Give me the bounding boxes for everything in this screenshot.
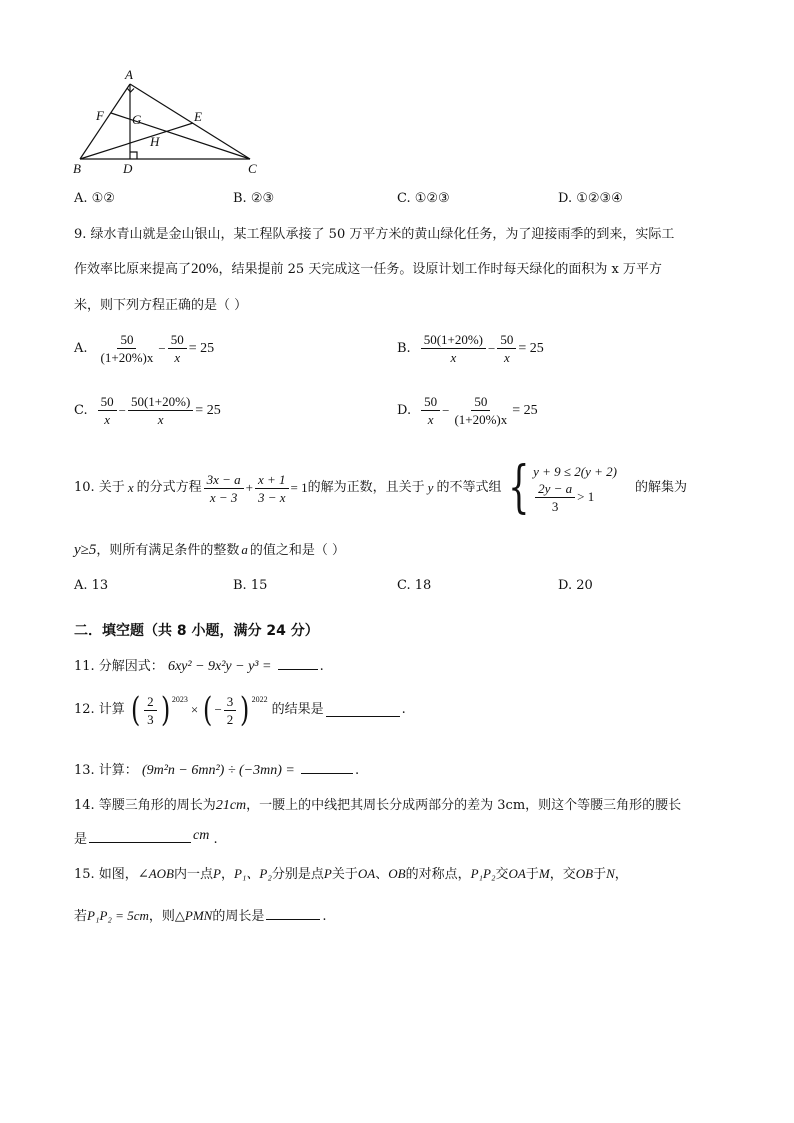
section-2-title: 二．填空题（共 8 小题，满分 24 分） [74, 623, 319, 639]
q12-f2d: 2 [226, 711, 234, 727]
q12-f2n: 3 [224, 694, 237, 711]
q10-line-1 [74, 456, 687, 520]
label-d: D [123, 161, 133, 176]
q14-line-2 [74, 827, 218, 849]
q12-times: × [190, 702, 199, 717]
q12-f1n: 2 [144, 694, 157, 711]
q10-line2-text: ，则所有满足条件的整数 [96, 543, 240, 558]
q10-line-2 [74, 541, 345, 560]
label-c: C [248, 161, 257, 176]
q13-answer-blank[interactable] [301, 760, 353, 774]
q10-option-d: D. 20 [558, 578, 593, 593]
q9-a-n2: 50 [168, 332, 187, 349]
q9-d-op: − [442, 402, 450, 418]
q9-option-a [74, 332, 214, 365]
q9-d-frac-2 [451, 394, 510, 427]
segment-ac [130, 84, 250, 159]
q15-ob: OB [388, 866, 406, 881]
q11-pre: 11. 分解因式： [74, 659, 164, 674]
q9-d-d2: (1+20%)x [454, 412, 508, 427]
q9-b-rhs: = 25 [518, 340, 544, 356]
q15-line1-g: 于 [525, 867, 539, 882]
q14-line1-a: 14. 等腰三角形的周长为 [74, 798, 216, 813]
q10-sys-2 [533, 481, 617, 514]
q10-pre: 10. 关于 [74, 480, 125, 495]
q9-a-label: A. [74, 340, 88, 356]
q10-mid-1: 的分式方程 [136, 480, 202, 495]
q10-sys2n: 2y − a [535, 481, 575, 498]
q15-line1-a: 15. 如图， [74, 867, 138, 882]
q8-option-a: A. ①② [74, 191, 115, 206]
q15-point-m: M [538, 866, 550, 881]
q15-oa-2: OA [508, 866, 526, 881]
q10-option-b: B. 15 [233, 578, 268, 593]
q12-post: 的结果是 [271, 702, 324, 717]
q10-sys2d: 3 [551, 498, 559, 514]
q13-pre: 13. 计算： [74, 763, 138, 778]
q13-end: . [355, 763, 360, 778]
q14-line1-b: ，一腰上的中线把其周长分成两部分的差为 3cm，则这个等腰三角形的腰长 [246, 798, 682, 813]
q11-expr: 6xy² − 9x²y − y³ = [167, 659, 272, 674]
q9-b-label: B. [397, 340, 411, 356]
q9-d-frac-1 [421, 394, 440, 427]
q15-line-2 [74, 906, 327, 926]
q8-option-b: B. ②③ [233, 191, 275, 206]
q15-point-n: N [606, 866, 615, 881]
q14-answer-blank[interactable] [89, 829, 191, 843]
q9-a-d1: (1+20%)x [100, 350, 154, 365]
q12-paren-close-2: ) [240, 690, 250, 730]
q14-unit: cm [193, 828, 210, 843]
q15-line1-j: ， [614, 867, 628, 882]
q15-answer-blank[interactable] [266, 906, 320, 920]
q9-c-n1: 50 [98, 394, 117, 411]
q15-line1-c: 分别是点 [271, 867, 324, 882]
q15-line2-c: 的周长是 [212, 909, 265, 924]
q15-line1-f: 交 [495, 867, 509, 882]
q9-line-1: 9. 绿水青山就是金山银山，某工程队承接了 50 万平方米的黄山绿化任务，为了迎接雨季的到来，实际工 [74, 227, 675, 242]
q9-a-n1: 50 [117, 332, 136, 349]
q8-option-c: C. ①②③ [397, 191, 450, 206]
q14-perimeter: 21cm [215, 798, 247, 813]
q10-f1d: x − 3 [209, 489, 238, 505]
q9-a-op: − [158, 340, 166, 356]
q15-oa: OA [357, 866, 376, 881]
q9-option-b [397, 332, 544, 365]
q9-percent: 20% [191, 261, 219, 277]
q9-c-label: C. [74, 402, 88, 418]
q9-c-d1: x [104, 412, 111, 427]
q9-d-d1: x [427, 412, 434, 427]
label-f: F [96, 108, 104, 123]
q9-option-c [74, 394, 221, 427]
q10-post: 的解集为 [634, 480, 687, 495]
label-h: H [150, 134, 160, 149]
q9-line-2 [74, 260, 662, 279]
q10-sys-1: y + 9 ≤ 2(y + 2) [533, 463, 617, 479]
q9-a-frac-1 [98, 332, 157, 365]
q9-a-rhs: = 25 [188, 340, 215, 356]
q10-var-y: y [427, 480, 434, 495]
q14-end: . [213, 832, 218, 847]
q14-line-1 [74, 797, 681, 815]
q10-line2-math: y≥5 [74, 542, 97, 558]
q15-angle: ∠AOB [137, 866, 174, 881]
q9-c-rhs: = 25 [195, 402, 221, 418]
label-a: A [125, 67, 133, 82]
q10-var-x: x [127, 480, 134, 495]
q9-b-n1: 50(1+20%) [421, 332, 486, 349]
q15-line2-b: ，则 [148, 909, 175, 924]
q13 [74, 760, 359, 780]
q15-p1-p2: P₁、P₂ [233, 866, 272, 881]
q15-point-p-2: P [323, 866, 332, 881]
q12-exp-2: 2022 [251, 695, 268, 704]
q12-pre: 12. 计算 [74, 702, 125, 717]
q15-line1-h: ，交 [549, 867, 576, 882]
q9-c-n2: 50(1+20%) [128, 394, 193, 411]
q8-option-d: D. ①②③④ [558, 191, 623, 206]
q10-option-c: C. 18 [397, 578, 432, 593]
q10-plus: + [245, 480, 253, 495]
right-angle-mark-d [130, 152, 137, 159]
q10-brace: { [508, 455, 530, 520]
q9-b-op: − [488, 340, 496, 356]
q10-frac-2 [255, 472, 289, 505]
triangle-figure [70, 66, 270, 180]
q10-sys2r: > 1 [577, 489, 595, 504]
q9-c-frac-1 [98, 394, 117, 427]
q12-paren-open-2: ( [203, 690, 213, 730]
q9-option-d [397, 394, 538, 427]
q15-line1-e: 的对称点， [405, 867, 471, 882]
q9-d-n1: 50 [421, 394, 440, 411]
q9-d-n2: 50 [471, 394, 490, 411]
q12-paren-open-1: ( [130, 690, 141, 730]
q10-eq: = 1 [290, 480, 308, 495]
q9-line2-b: ，结果提前 25 天完成这一任务。设原计划工作时每天绿化的面积为 x 万平方 [218, 262, 662, 277]
q10-mid-2: 的解为正数，且关于 [307, 480, 425, 495]
q9-a-d2: x [174, 350, 181, 365]
q10-option-a: A. 13 [74, 578, 109, 593]
q13-expr: (9m²n − 6mn²) ÷ (−3mn) = [141, 763, 295, 778]
q15-dun: 、 [375, 867, 389, 882]
q10-var-a: a [241, 542, 248, 557]
q12-f1d: 3 [147, 711, 154, 727]
q12-exp-1: 2023 [171, 695, 188, 704]
q15-ob-2: OB [575, 866, 594, 881]
q10-f2n: x + 1 [255, 472, 289, 489]
q9-b-frac-2 [497, 332, 516, 365]
q15-line-1 [74, 865, 628, 884]
q12-frac-2 [224, 694, 237, 727]
q11 [74, 656, 324, 676]
q9-c-op: − [118, 402, 126, 418]
q9-b-frac-1 [421, 332, 486, 365]
q9-b-n2: 50 [497, 332, 516, 349]
q15-point-p: P [213, 866, 221, 881]
q12-frac-1 [144, 694, 157, 727]
q9-c-frac-2 [128, 394, 193, 427]
q9-b-d1: x [450, 350, 457, 365]
q9-d-label: D. [397, 402, 412, 418]
q15-p1p2: P₁P₂ [470, 866, 496, 881]
q10-f1n: 3x − a [204, 472, 244, 489]
q12-paren-close-1: ) [160, 690, 170, 730]
q9-b-d2: x [503, 350, 510, 365]
q15-line1-i: 于 [593, 867, 607, 882]
q15-line2-a: 若 [74, 909, 88, 924]
q9-a-frac-2 [168, 332, 187, 365]
q12-end: . [401, 702, 406, 717]
q12-answer-blank[interactable] [326, 703, 400, 717]
q11-end: . [319, 659, 324, 674]
q10-system [533, 463, 617, 514]
q15-sep: ， [220, 867, 234, 882]
q10-f2d: 3 − x [258, 489, 286, 505]
q15-line1-d: 关于 [331, 867, 358, 882]
q12 [74, 690, 406, 730]
q15-triangle: △PMN [174, 908, 213, 923]
segment-ab [80, 84, 130, 159]
label-g: G [132, 112, 142, 127]
q9-line-3: 米，则下列方程正确的是（ ） [74, 298, 248, 313]
q9-d-rhs: = 25 [512, 402, 538, 418]
q15-line2-expr: P₁P₂ = 5cm [87, 908, 149, 923]
label-e: E [194, 109, 202, 124]
q10-frac-1 [204, 472, 244, 505]
q10-sys2-frac [535, 481, 575, 514]
q15-line1-b: 内一点 [173, 867, 213, 882]
q11-answer-blank[interactable] [278, 656, 318, 670]
q9-line2-a: 作效率比原来提高了 [74, 262, 192, 277]
q15-end: . [322, 909, 327, 924]
label-b: B [73, 161, 81, 176]
q12-neg: − [214, 702, 222, 717]
q10-line2-end: 的值之和是（ ） [249, 543, 346, 558]
q14-line2-a: 是 [74, 832, 88, 847]
q10-mid-3: 的不等式组 [436, 480, 502, 495]
q9-c-d2: x [157, 412, 164, 427]
